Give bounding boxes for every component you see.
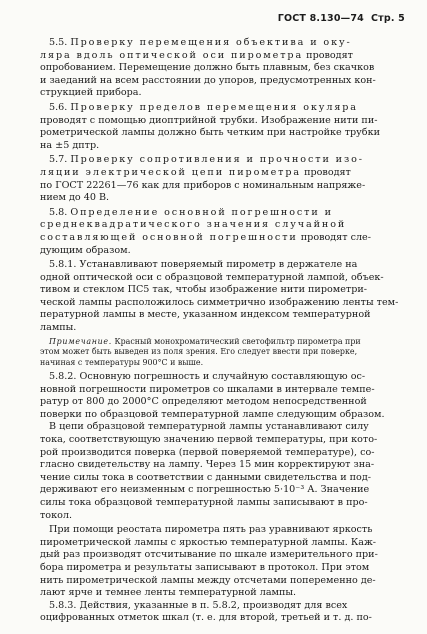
text-line: и заеданий на всем расстоянии до упоров, предусмотренных кон- [40,74,376,86]
text-line: 5.8.2. Основную погрешность и случайную составляющую ос- [49,371,366,383]
clause-5-6 [40,102,407,152]
text-line: дующим образом. [40,244,131,256]
text-line: 5.5. Проверку перемещения объектива и оку- [49,37,352,48]
text-line: силы тока образцовой температурной лампы записывают в про- [40,496,368,508]
text-line: рой производится поверка (первой поверяемой температуре), со- [40,446,375,458]
text-line: опробованием. Перемещение должно быть плавным, без скачков [40,62,375,74]
text-line: ратур от 800 до 2000°С определяют методом непосредственной [40,396,367,408]
text-line: ческой лампы расположилось симметрично изображению ленты тем- [40,296,399,308]
clause-5-5 [40,37,407,100]
text-line: чение силы тока в соответствии с данными свидетельства и под- [40,471,371,483]
text-line: дый раз производят отсчитывание по шкале измерительного при- [40,549,378,561]
text-line: пирометрической лампы с яркостью температурной лампы. Каж- [40,536,377,548]
clause-number: 5.5. [49,37,68,48]
text-line: держивают его неизменным с погрешностью 5·10⁻³ А. Значение [40,484,370,496]
text-line: проводят с помощью диоптрийной трубки. Изображение нити пи- [40,114,378,126]
clause-5-7 [40,154,407,204]
text-line: 5.8.1. Устанавливают поверяемый пирометр в держателе на [49,259,358,271]
text-line: начиная с температуры 900°С и выше. [40,358,204,368]
text-line: составляющей основной погрешности проводят сле- [40,231,371,243]
clause-number: 5.8. [49,206,68,218]
text-line: одной оптической оси с образцовой температурной лампой, объек- [40,271,384,283]
note-label: Примечание. [49,336,112,346]
text-line: пературной лампы в месте, указанном индексом температурной [40,309,371,321]
clause-5-8-3 [40,600,407,625]
clause-5-8-1 [40,259,407,335]
clause-number: 5.8.2. [49,371,77,383]
text-line: тивом и стеклом ПС5 так, чтобы изображение нити пирометри- [40,284,367,296]
text-line: на ±5 дптр. [40,139,100,151]
page-number: Стр. 5 [370,13,405,24]
text-line: лампы. [40,322,77,334]
text-line: 5.6. Проверку пределов перемещения окуляра [49,101,358,113]
clause-number: 5.7. [49,154,68,166]
standard-number: ГОСТ 8.130—74 [277,13,364,24]
text-line: 5.7. Проверку сопротивления и прочности изо- [49,154,364,166]
text-line: среднеквадратического значения случайной [40,219,347,231]
document-body [40,37,407,625]
text-line: 5.8. Определение основной погрешности и [49,206,333,218]
text-line: этом может быть выведен из поля зрения. Его следует ввести при поверке, [40,347,358,357]
text-line: по ГОСТ 22261—76 как для приборов с номинальным напряже- [40,179,366,191]
note [40,337,407,369]
text-line: гласно свидетельству на лампу. Через 15 мин корректируют зна- [40,459,375,471]
clause-number: 5.8.1. [49,259,77,271]
text-line: 5.8.3. Действия, указанные в п. 5.8.2, производят для всех [49,599,348,611]
page-header [278,13,405,24]
text-line: поверки по образцовой температурной лампе следующим образом. [40,408,385,420]
text-line: лают ярче и темнее ленты температурной лампы. [40,587,297,599]
text-line: струкцией прибора. [40,87,142,99]
text-line: рометрической лампы должно быть четким при настройке трубки [40,127,380,139]
text-line: В цепи образцовой температурной лампы устанавливают силу [49,421,369,433]
text-line: новной погрешности пирометров со шкалами в интервале темпе- [40,383,375,395]
clause-number: 5.6. [49,101,68,113]
text-line: нием до 40 В. [40,192,110,204]
text-line: Примечание. Красный монохроматический светофильтр пирометра при [49,336,361,346]
text-line: бора пирометра и результаты записывают в протокол. При этом [40,561,370,573]
text-line: При помощи реостата пирометра пять раз уравнивают яркость [49,524,373,536]
clause-5-8-2 [40,371,407,600]
text-line: оцифрованных отметок шкал (т. е. для второй, третьей и т. д. по- [40,612,372,624]
text-line: ляции электрической цепи пирометра проводят [40,166,351,178]
text-line: ляра вдоль оптической оси пирометра проводят [40,49,353,61]
clause-number: 5.8.3. [49,599,77,611]
text-line: тока, соответствующую значению первой температуры, при кото- [40,434,378,446]
text-line: нить пирометрической лампы между отсчетами попеременно де- [40,574,376,586]
clause-5-8 [40,207,407,257]
text-line: токол. [40,509,72,521]
